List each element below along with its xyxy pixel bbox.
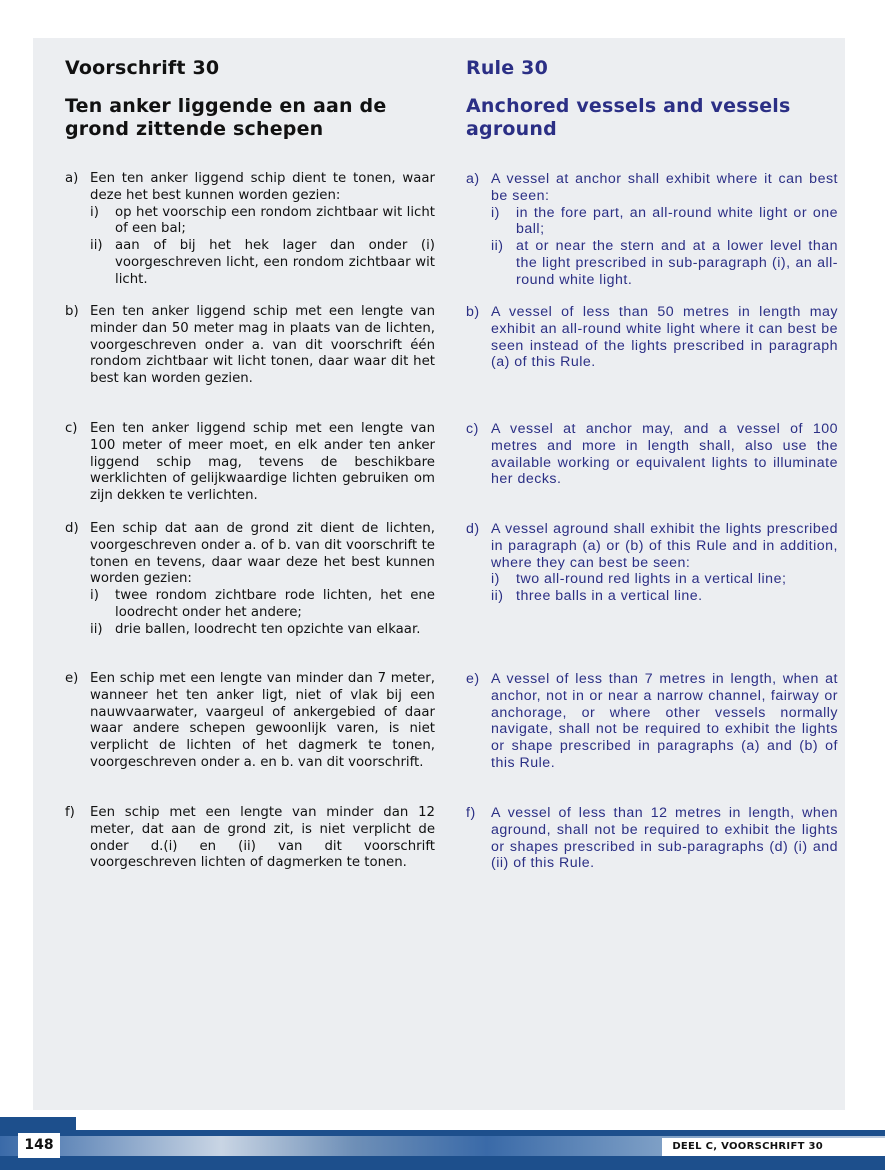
sub-text: at or near the stern and at a lower level than the light prescribed in sub-paragraph (i), an all-round white light.: [516, 238, 838, 288]
sub-text: op het voorschip een rondom zichtbaar wit licht of een bal;: [115, 204, 435, 237]
page-number: 148: [24, 1137, 54, 1153]
sub-label: i): [90, 204, 99, 220]
sub-label: i): [491, 204, 500, 221]
item-text: Een ten anker liggend schip met een lengte van minder dan 50 meter mag in plaats van de lichten, voorgeschreven onder a. van dit voorschrift één rondom zichtbaar wit licht tonen, daar waar dit het best kan worden gezien.: [90, 304, 435, 387]
sub-item: [90, 622, 435, 639]
item-label: a): [466, 171, 480, 187]
item-label: d): [65, 521, 79, 536]
item-text: A vessel of less than 7 metres in length, when at anchor, not in or near a narrow channel, fairway or anchorage, or where other vessels normally navigate, shall not be required to exhibit the lights or shape prescribed in paragraphs (a) and (b) of this Rule.: [491, 671, 838, 771]
sub-item: [491, 588, 838, 605]
item-label: b): [466, 304, 480, 320]
dutch-item-a: [65, 171, 435, 289]
english-item-d: [466, 521, 838, 605]
item-text: Een schip met een lengte van minder dan 12 meter, dat aan de grond zit, is niet verplicht de onder d.(i) en (ii) van dit voorschrift voorgeschreven lichten of dagmerken te tonen.: [90, 805, 435, 871]
item-label: a): [65, 171, 79, 186]
content-panel: [33, 38, 845, 1110]
english-item-f: [466, 805, 838, 872]
english-item-c: [466, 421, 838, 488]
sub-label: i): [491, 571, 500, 588]
sub-label: ii): [90, 238, 103, 254]
item-label: c): [466, 421, 479, 437]
item-label: f): [466, 805, 476, 821]
item-text: A vessel at anchor may, and a vessel of 100 metres and more in length shall, also use the available working or equivalent lights to illuminate her decks.: [491, 421, 838, 488]
sub-item: [491, 205, 838, 239]
dutch-item-f: [65, 805, 435, 872]
item-text: A vessel aground shall exhibit the lights prescribed in paragraph (a) or (b) of this Rule and in addition, where they can best be seen:: [491, 521, 838, 571]
footer-bar-bottom: [0, 1156, 885, 1170]
item-label: c): [65, 421, 78, 436]
sub-label: ii): [90, 621, 103, 637]
item-label: b): [65, 304, 79, 319]
page-number-box: [18, 1133, 60, 1158]
item-text: A vessel at anchor shall exhibit where it can best be seen:: [491, 171, 838, 204]
sub-text: aan of bij het hek lager dan onder (i) voorgeschreven licht, een rondom zichtbaar wit licht.: [115, 238, 435, 287]
item-label: d): [466, 521, 480, 537]
footer-section-box: [662, 1138, 885, 1156]
english-rule-subtitle: Anchored vessels and vessels aground: [466, 95, 791, 140]
sub-text: drie ballen, loodrecht ten opzichte van elkaar.: [115, 621, 421, 637]
sub-item: [491, 571, 838, 588]
dutch-rule-title: Voorschrift 30: [65, 57, 220, 79]
item-label: e): [65, 671, 79, 686]
sub-item: [491, 238, 838, 288]
footer-section-label: DEEL C, VOORSCHRIFT 30: [672, 1141, 823, 1152]
sub-item: [90, 238, 435, 288]
sub-text: in the fore part, an all-round white light or one ball;: [516, 204, 838, 238]
item-text: Een schip dat aan de grond zit dient de lichten, voorgeschreven onder a. of b. van dit voorschrift te tonen en tevens, daar waar deze het best kunnen worden gezien:: [90, 521, 435, 587]
english-rule-title: Rule 30: [466, 57, 549, 79]
footer-tab: [0, 1117, 76, 1131]
item-label: e): [466, 671, 480, 687]
sub-label: ii): [491, 588, 504, 605]
english-item-b: [466, 304, 838, 371]
dutch-rule-subtitle: Ten anker liggende en aan de grond zittende schepen: [65, 95, 387, 140]
dutch-item-e: [65, 671, 435, 772]
item-text: A vessel of less than 50 metres in length may exhibit an all-round white light where it can best be seen instead of the lights prescribed in paragraph (a) of this Rule.: [491, 304, 838, 371]
item-label: f): [65, 805, 75, 820]
sub-text: two all-round red lights in a vertical line;: [516, 571, 787, 588]
sub-text: three balls in a vertical line.: [516, 588, 703, 605]
english-item-e: [466, 671, 838, 772]
item-text: Een ten anker liggend schip dient te tonen, waar deze het best kunnen worden gezien:: [90, 171, 435, 203]
dutch-item-d: [65, 521, 435, 639]
item-text: A vessel of less than 12 metres in length, when aground, shall not be required to exhibit the lights or shapes prescribed in sub-paragraphs (d) (i) and (ii) of this Rule.: [491, 805, 838, 872]
sub-text: twee rondom zichtbare rode lichten, het ene loodrecht onder het andere;: [115, 588, 435, 620]
sub-item: [90, 205, 435, 239]
dutch-item-c: [65, 421, 435, 505]
dutch-item-b: [65, 304, 435, 388]
sub-label: i): [90, 588, 99, 604]
english-item-a: [466, 171, 838, 289]
sub-label: ii): [491, 238, 504, 255]
item-text: Een schip met een lengte van minder dan 7 meter, wanneer het ten anker ligt, niet of vlak bij een nauwvaarwater, vaargeul of ankergebied of daar waar andere schepen gewoonlijk varen, is niet verplicht de lichten of het dagmerk te tonen, voorgeschreven onder a. en b. van dit voorschrift.: [90, 671, 435, 770]
sub-item: [90, 588, 435, 622]
item-text: Een ten anker liggend schip met een lengte van 100 meter of meer moet, en elk ander ten anker liggend schip mag, tevens de beschikbare werklichten of gelijkwaardige lichten gebruiken om zijn dekken te verlichten.: [90, 421, 435, 504]
